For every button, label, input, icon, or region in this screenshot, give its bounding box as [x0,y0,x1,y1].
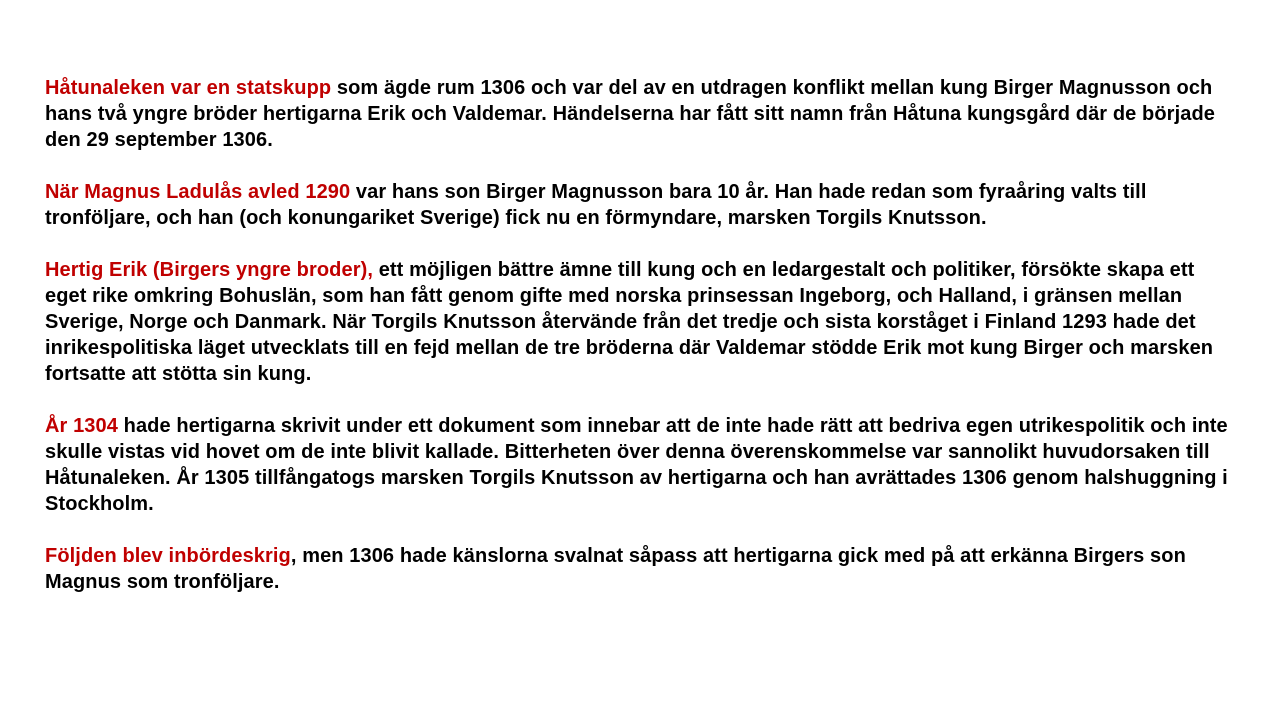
paragraph-highlight: Håtunaleken var en statskupp [45,77,332,99]
paragraph-hertig-erik [45,257,1240,387]
paragraph-highlight: Följden blev inbördeskrig [45,545,291,567]
paragraph-highlight: År 1304 [45,415,118,437]
paragraph-ar-1304 [45,413,1240,517]
paragraph-text: som ägde rum 1306 och var del av en utdragen konflikt mellan kung Birger Magnusson och hans två yngre bröder hertigarna Erik och Valdemar. Händelserna har fått sitt namn från Håtuna kungsgård där de började den 29 september 1306. [45,77,1215,151]
paragraph-highlight: Hertig Erik (Birgers yngre broder), [45,259,374,281]
paragraph-foljden [45,543,1240,595]
paragraph-text: var hans son Birger Magnusson bara 10 år. Han hade redan som fyraåring valts till tronföljare, och han (och konungariket Sverige) fick nu en förmyndare, marsken Torgils Knutsson. [45,181,1147,229]
paragraph-text: ett möjligen bättre ämne till kung och en ledargestalt och politiker, försökte skapa ett eget rike omkring Bohuslän, som han fått genom gifte med norska prinsessan Ingeborg, och Halland, i gränsen mellan Sverige, Norge och Danmark. När Torgils Knutsson återvände från det tredje och sista korståget i Finland 1293 hade det inrikespolitiska läget utvecklats till en fejd mellan de tre bröderna där Valdemar stödde Erik mot kung Birger och marsken fortsatte att stötta sin kung. [45,259,1214,385]
paragraph-highlight: När Magnus Ladulås avled 1290 [45,181,351,203]
paragraph-hatunaleken [45,75,1240,153]
paragraph-text: hade hertigarna skrivit under ett dokument som innebar att de inte hade rätt att bedriva egen utrikespolitik och inte skulle vistas vid hovet om de inte blivit kallade. Bitterheten över denna överenskommelse var sannolikt huvudorsaken till Håtunaleken. År 1305 tillfångatogs marsken Torgils Knutsson av hertigarna och han avrättades 1306 genom halshuggning i Stockholm. [45,415,1228,515]
paragraph-text: , men 1306 hade känslorna svalnat såpass att hertigarna gick med på att erkänna Birgers son Magnus som tronföljare. [45,545,1186,593]
paragraph-magnus-ladulas [45,179,1240,231]
